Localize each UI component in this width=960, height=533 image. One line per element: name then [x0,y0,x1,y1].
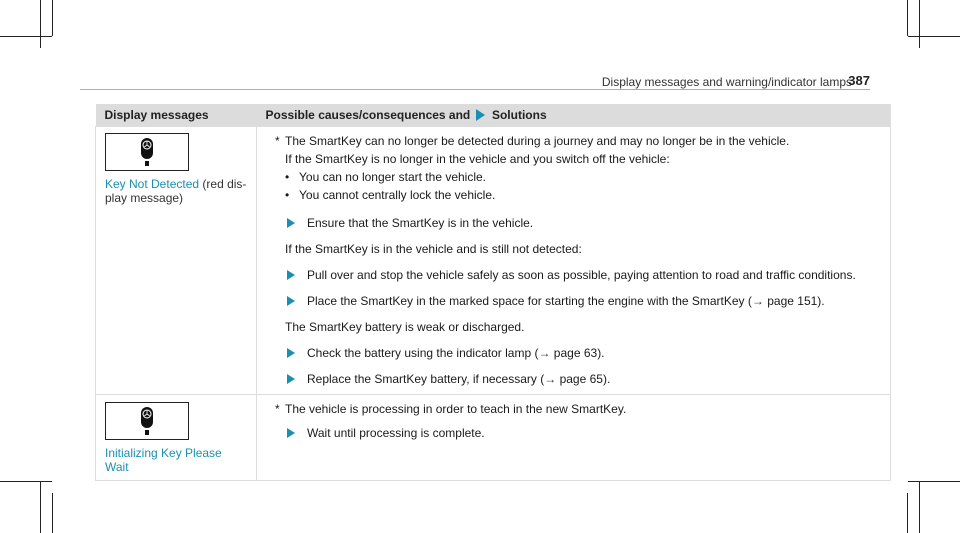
crop-mark [907,493,908,533]
column-header-causes-solutions [257,104,891,127]
step-text-end: ). [817,294,825,308]
crop-mark [0,36,52,37]
page-reference: page 151 [767,294,818,308]
crop-mark [908,481,960,482]
crop-mark [0,481,52,482]
page-number: 387 [848,73,870,88]
step-arrow-icon [287,270,295,280]
step-text-end: ). [597,346,605,360]
crop-mark [40,481,41,533]
crop-mark [40,0,41,48]
message-cell [96,395,257,481]
column-header-solutions: Solutions [491,108,547,122]
page-ref-arrow: → [751,294,764,308]
bullet-icon: • [285,188,290,202]
table-row [96,395,891,481]
table-row [96,127,891,395]
footnote-star: * [275,134,280,148]
step-arrow-icon [287,374,295,384]
header-rule [80,89,870,90]
running-header: Display messages and warning/indicator lamps [601,75,852,89]
message-note-cont: play message) [105,191,184,205]
crop-mark [919,481,920,533]
cause-text: The SmartKey can no longer be detected during a journey and may no longer be in the vehicle. [285,134,790,148]
paragraph-text: If the SmartKey is in the vehicle and is still not detected: [285,242,582,256]
page-reference: page 63 [553,346,598,360]
step-arrow-icon [287,296,295,306]
crop-mark [908,36,960,37]
footnote-star: * [275,402,280,416]
cause-cont: If the SmartKey is no longer in the vehicle and you switch off the vehicle: [285,152,670,166]
display-messages-table [95,104,891,481]
bullet-text: You cannot centrally lock the vehicle. [299,188,496,202]
solution-cell [257,127,891,395]
page-ref-arrow: → [538,346,551,360]
crop-mark [52,0,53,36]
step-text: Wait until processing is complete. [307,426,485,440]
bullet-icon: • [285,170,290,184]
page-reference: page 65 [559,372,603,386]
step-text: Replace the SmartKey battery, if necessary ( [307,372,545,386]
page-ref-arrow: → [544,372,557,386]
step-text: Place the SmartKey in the marked space for starting the engine with the SmartKey ( [307,294,752,308]
solutions-arrow-icon [476,109,485,121]
step-text: Ensure that the SmartKey is in the vehicle. [307,216,534,230]
column-header-display-messages: Display messages [96,104,257,127]
column-header-causes: Possible causes/consequences and [265,108,471,122]
solution-cell [257,395,891,481]
step-arrow-icon [287,218,295,228]
smartkey-icon [105,133,189,171]
smartkey-icon [105,402,189,440]
bullet-text: You can no longer start the vehicle. [299,170,487,184]
step-text: Pull over and stop the vehicle safely as soon as possible, paying attention to road and traffic conditions. [307,268,856,282]
step-text: Check the battery using the indicator lamp ( [307,346,539,360]
message-cell [96,127,257,395]
message-note: (red dis- [199,177,247,191]
table-header-row [96,104,891,127]
cause-text: The vehicle is processing in order to teach in the new SmartKey. [285,402,627,416]
step-arrow-icon [287,428,295,438]
crop-mark [52,493,53,533]
step-arrow-icon [287,348,295,358]
crop-mark [907,0,908,36]
display-message-text: Key Not Detected [105,177,200,191]
step-text-end: ). [602,372,611,386]
display-message-text: Initializing Key Please Wait [105,446,222,474]
paragraph-text: The SmartKey battery is weak or discharged. [285,320,525,334]
crop-mark [919,0,920,48]
